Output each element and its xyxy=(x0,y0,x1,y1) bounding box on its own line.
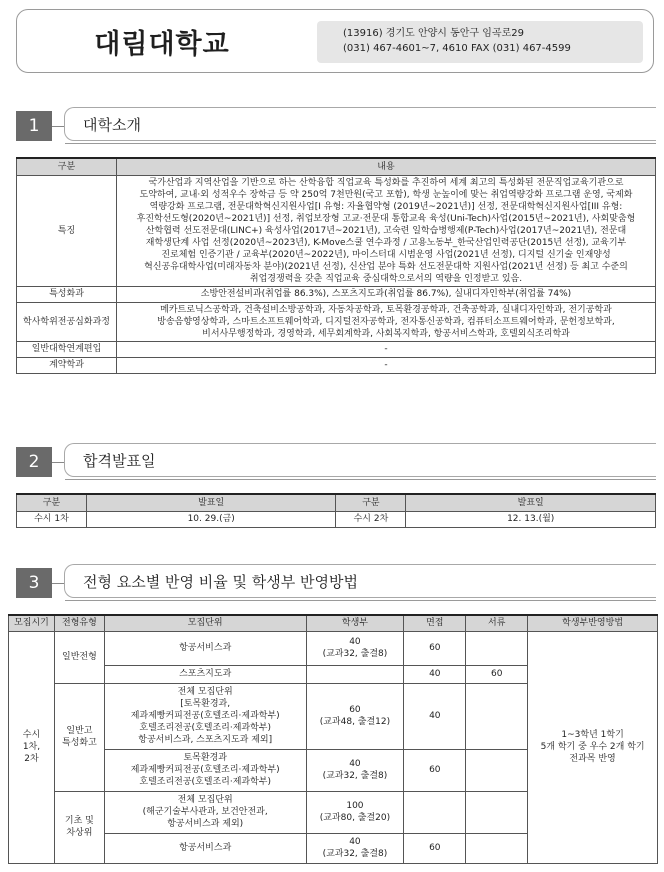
text-line: 역량강화 프로그램, 전문대학혁신지원사업[I 유형: 자율협약형 (2019년~2021년)] 선정, 전문대학혁신지원사업[III 유형: xyxy=(149,201,623,212)
text-line: 60 xyxy=(349,705,361,715)
col-header: 발표일 xyxy=(86,494,336,511)
col-header: 구분 xyxy=(336,494,406,511)
round-label: 수시 1차 xyxy=(17,511,87,527)
section-3-header xyxy=(16,564,656,600)
method-cell xyxy=(528,631,658,863)
col-header: 모집단위 xyxy=(104,615,306,631)
section-number: 1 xyxy=(16,111,52,141)
record-cell xyxy=(306,665,404,683)
section-number: 3 xyxy=(16,568,52,598)
text-line: 호텔조리전공(호텔조리·제과학부) xyxy=(139,777,271,787)
unit-cell: 항공서비스과 xyxy=(104,631,306,665)
announce-date: 10. 29.(금) xyxy=(86,511,336,527)
text-line: 40 xyxy=(349,837,361,847)
docs-cell xyxy=(466,749,528,791)
unit-cell: 항공서비스과 xyxy=(104,833,306,863)
col-header: 서류 xyxy=(466,615,528,631)
table-row xyxy=(17,511,656,527)
col-header: 면접 xyxy=(404,615,466,631)
interview-cell: 40 xyxy=(404,683,466,749)
school-contact xyxy=(317,21,643,63)
section-1-header xyxy=(16,107,656,143)
table-row xyxy=(17,357,656,373)
text-line: 방송음향영상학과, 스마트소프트웨어학과, 디지털전자공학과, 전자통신공학과, 컴퓨터소프트웨어학과, 문헌정보학과, xyxy=(157,316,615,327)
announcement-table xyxy=(16,493,656,528)
table-row xyxy=(17,341,656,357)
docs-cell xyxy=(466,833,528,863)
interview-cell: 40 xyxy=(404,665,466,683)
text-line: 수시 xyxy=(22,730,41,740)
col-header: 학생부 xyxy=(306,615,404,631)
section-title: 합격발표일 xyxy=(64,443,656,477)
col-header: 내용 xyxy=(117,158,656,175)
interview-cell: 60 xyxy=(404,833,466,863)
docs-cell xyxy=(466,791,528,833)
type-cell: 일반전형 xyxy=(54,631,104,683)
col-header: 전형유형 xyxy=(54,615,104,631)
type-cell xyxy=(54,683,104,791)
text-line: 100 xyxy=(346,801,364,811)
text-line: (교과48, 출결12) xyxy=(319,717,391,727)
record-cell xyxy=(306,683,404,749)
section-number: 2 xyxy=(16,447,52,477)
record-cell xyxy=(306,631,404,665)
text-line: 2차 xyxy=(24,754,39,764)
text-line: 특성화고 xyxy=(62,738,97,748)
text-line: 전과목 반영 xyxy=(569,754,616,764)
table-row xyxy=(17,175,656,286)
text-line: 호텔조리전공(호텔조리·제과학부) xyxy=(139,723,271,733)
text-line: 40 xyxy=(349,637,361,647)
text-line: 항공서비스과 제외) xyxy=(167,819,244,829)
text-line: 혁신공유대학사업(미래자동차 분야)(2021년 선정), 신산업 분야 특화 선도전문대학 지원사업(2021년 선정) 등 최고 수준의 xyxy=(144,261,628,272)
text-line: 제과제빵커피전공(호텔조리·제과학부) xyxy=(130,765,280,775)
row-content xyxy=(117,302,656,341)
text-line: 차상위 xyxy=(66,828,93,838)
text-line: 비서사무행정학과, 경영학과, 세무회계학과, 사회복지학과, 항공서비스학과, 호텔외식조리학과 xyxy=(202,328,570,339)
row-label: 특징 xyxy=(17,175,117,286)
school-name: 대림대학교 xyxy=(94,28,230,60)
text-line: 1~3학년 1학기 xyxy=(561,730,624,740)
text-line: (해군기술부사관과, 보건안전과, xyxy=(142,807,268,817)
record-cell xyxy=(306,833,404,863)
unit-cell: 스포츠지도과 xyxy=(104,665,306,683)
text-line: 후진학선도형(2020년~2021년)] 선정, 취업보장형 고교·전문대 통합교육 육성(Uni-Tech)사업(2015년~2021년), 사회맞춤형 xyxy=(136,213,636,224)
unit-cell xyxy=(104,791,306,833)
text-line: 진로체험 인증기관 / 교육부(2020년~2022년), 마이스터대 시범운영 사업(2021년 선정), 디지털 신기술 인재양성 xyxy=(161,249,611,260)
round-label: 수시 2차 xyxy=(336,511,406,527)
text-line: 5개 학기 중 우수 2개 학기 xyxy=(540,742,645,752)
interview-cell: 60 xyxy=(404,749,466,791)
school-address: (13916) 경기도 안양시 동안구 임곡로29 xyxy=(343,28,524,39)
table-row xyxy=(17,302,656,341)
connector xyxy=(52,126,64,127)
text-line: 항공서비스과, 스포츠지도과 제외] xyxy=(138,735,273,745)
section-title: 전형 요소별 반영 비율 및 학생부 반영방법 xyxy=(64,564,656,598)
row-content xyxy=(117,175,656,286)
school-phone: (031) 467-4601~7, 4610 FAX (031) 467-4599 xyxy=(343,43,571,54)
text-line: 40 xyxy=(349,759,361,769)
text-line: 산학협력 선도전문대(LINC+) 육성사업(2017년~2021년), 고숙련 일학습병행제(P-Tech)사업(2017년~2021년), 전문대 xyxy=(145,225,627,236)
row-label: 계약학과 xyxy=(17,357,117,373)
row-content: 소방안전설비과(취업률 86.3%), 스포츠지도과(취업률 86.7%), 실내디자인학부(취업률 74%) xyxy=(117,286,656,302)
admission-ratio-table xyxy=(8,614,658,864)
row-label: 일반대학연계편입 xyxy=(17,341,117,357)
period-cell xyxy=(9,631,55,863)
record-cell xyxy=(306,791,404,833)
text-line: (교과32, 출결8) xyxy=(322,849,388,859)
text-line: 전체 모집단위 xyxy=(177,687,233,697)
col-header: 모집시기 xyxy=(9,615,55,631)
col-header: 구분 xyxy=(17,158,117,175)
text-line: 전체 모집단위 xyxy=(177,795,233,805)
col-header: 구분 xyxy=(17,494,87,511)
connector xyxy=(52,583,64,584)
unit-cell xyxy=(104,749,306,791)
text-line: [토목환경과, xyxy=(180,699,231,709)
row-content: - xyxy=(117,341,656,357)
text-line: 취업경쟁력을 갖춘 직업교육 중심대학으로서의 역량을 인정받고 있음. xyxy=(249,273,523,284)
text-line: (교과32, 출결8) xyxy=(322,649,388,659)
docs-cell xyxy=(466,631,528,665)
table-row xyxy=(17,286,656,302)
row-content: - xyxy=(117,357,656,373)
announce-date: 12. 13.(월) xyxy=(406,511,656,527)
intro-table xyxy=(16,157,656,374)
text-line: 제과제빵커피전공(호텔조리·제과학부) xyxy=(130,711,280,721)
school-header xyxy=(16,9,654,73)
record-cell xyxy=(306,749,404,791)
row-label: 특성화과 xyxy=(17,286,117,302)
unit-cell xyxy=(104,683,306,749)
row-label: 학사학위전공심화과정 xyxy=(17,302,117,341)
connector xyxy=(52,462,64,463)
text-line: 토목환경과 xyxy=(183,753,227,763)
text-line: (교과32, 출결8) xyxy=(322,771,388,781)
docs-cell xyxy=(466,683,528,749)
interview-cell: 60 xyxy=(404,631,466,665)
text-line: 도약하여, 교내·외 성적우수 장학금 등 약 250억 7천만원(국고 포함), 학생 눈높이에 맞는 취업역량강화 프로그램 운영, 국제화 xyxy=(139,189,633,200)
section-title: 대학소개 xyxy=(64,107,656,141)
interview-cell xyxy=(404,791,466,833)
table-row xyxy=(9,631,658,665)
text-line: 일반고 xyxy=(66,726,93,736)
section-2-header xyxy=(16,443,656,479)
text-line: 재학생단계 사업 선정(2020년~2023년), K-Move스쿨 연수과정 / 고용노동부_한국산업인력공단(2015년 선정), 교육기부 xyxy=(145,237,627,248)
text-line: 국가산업과 지역산업을 기반으로 하는 산학융합 직업교육 특성화를 추진하여 세계 최고의 특성화된 전문직업교육기관으로 xyxy=(148,177,624,188)
text-line: 메카트로닉스공학과, 건축설비소방공학과, 자동차공학과, 토목환경공학과, 건축공학과, 실내디자인학과, 전기공학과 xyxy=(160,304,612,315)
text-line: 기초 및 xyxy=(64,816,94,826)
docs-cell: 60 xyxy=(466,665,528,683)
col-header: 학생부반영방법 xyxy=(528,615,658,631)
type-cell xyxy=(54,791,104,863)
col-header: 발표일 xyxy=(406,494,656,511)
text-line: (교과80, 출결20) xyxy=(319,813,391,823)
text-line: 1차, xyxy=(22,742,41,752)
